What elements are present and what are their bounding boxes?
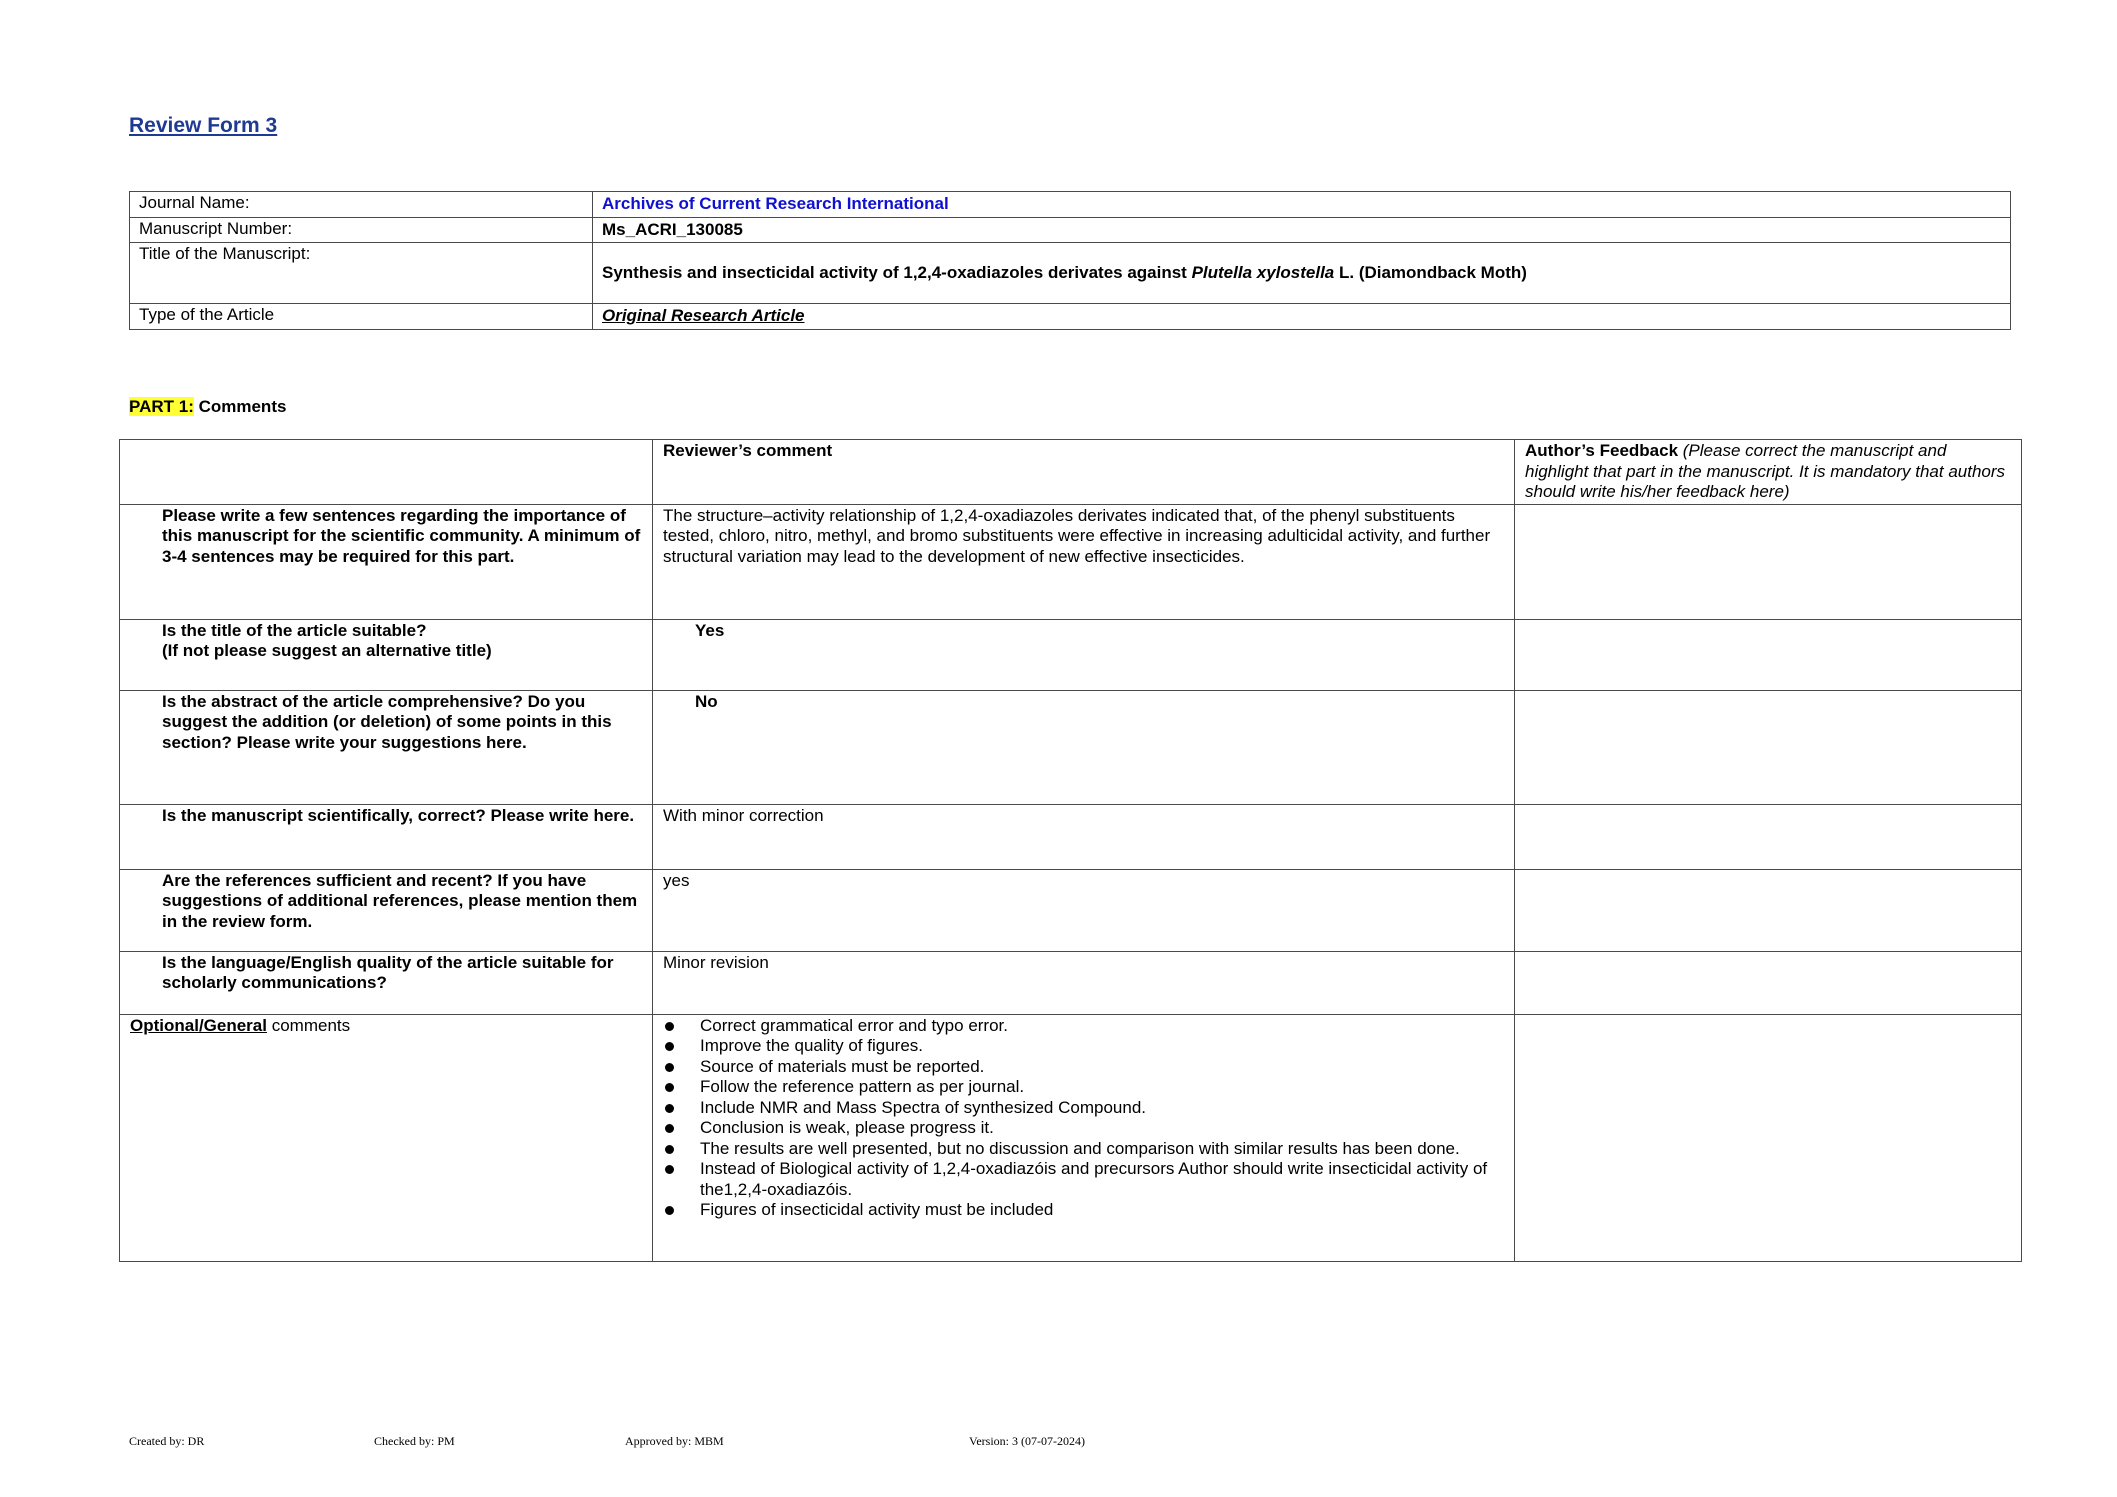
table-row [120, 504, 2022, 619]
optional-comments-list [663, 1016, 1504, 1221]
question-cell: Are the references sufficient and recent? If you have suggestions of additional references, please mention them in the review form. [120, 869, 653, 951]
reviewer-answer-cell: The structure–activity relationship of 1,2,4-oxadiazoles derivates indicated that, of the phenyl substituents tested, chloro, nitro, methyl, and bromo substituents were effective in increasing adulticidal activity, and further structural variation may lead to the development of new effective insecticides. [653, 504, 1515, 619]
table-row [120, 804, 2022, 869]
journal-row [130, 192, 2011, 218]
list-item: Follow the reference pattern as per journal. [663, 1077, 1504, 1098]
reviewer-answer-cell: With minor correction [653, 804, 1515, 869]
table-row [120, 690, 2022, 804]
reviewer-answer-cell [653, 619, 1515, 690]
author-feedback-header [1515, 440, 2022, 505]
author-feedback-cell[interactable] [1515, 869, 2022, 951]
author-feedback-cell[interactable] [1515, 690, 2022, 804]
table-row [120, 869, 2022, 951]
question-cell: Is the title of the article suitable? (If not please suggest an alternative title) [120, 619, 653, 690]
question-cell: Is the language/English quality of the article suitable for scholarly communications? [120, 951, 653, 1014]
list-item: Improve the quality of figures. [663, 1036, 1504, 1057]
form-title: Review Form 3 [129, 114, 278, 137]
part-title: Comments [193, 397, 287, 416]
list-item: The results are well presented, but no discussion and comparison with similar results has been done. [663, 1139, 1504, 1160]
article-type-text: Original Research Article [602, 306, 805, 325]
article-type-row [130, 304, 2011, 330]
optional-comments-cell [653, 1014, 1515, 1261]
optional-label-suffix: comments [266, 1015, 351, 1035]
manuscript-title-value [593, 243, 2011, 304]
footer-approved-by: Approved by: MBM [625, 1434, 724, 1448]
footer-version: Version: 3 (07-07-2024) [969, 1434, 1085, 1448]
reviewer-answer-cell [653, 690, 1515, 804]
journal-label: Journal Name: [130, 192, 593, 218]
header-empty-cell [120, 440, 653, 505]
author-feedback-title: Author’s Feedback [1525, 441, 1679, 460]
manuscript-number-row [130, 217, 2011, 243]
part-number: PART 1: [129, 397, 194, 416]
manuscript-title-row [130, 243, 2011, 304]
reviewer-answer-text: Yes [695, 620, 725, 640]
reviewer-answer-cell: yes [653, 869, 1515, 951]
reviewer-answer-cell: Minor revision [653, 951, 1515, 1014]
manuscript-info-table [129, 191, 2011, 330]
list-item: Figures of insecticidal activity must be included [663, 1200, 1504, 1221]
manuscript-number-value: Ms_ACRI_130085 [593, 217, 2011, 243]
part-heading [129, 397, 286, 417]
author-feedback-cell[interactable] [1515, 619, 2022, 690]
author-feedback-cell[interactable] [1515, 1014, 2022, 1261]
optional-general-label: Optional/General [130, 1015, 267, 1035]
title-species: Plutella xylostella [1191, 262, 1335, 282]
optional-label-cell [120, 1014, 653, 1261]
list-item: Source of materials must be reported. [663, 1057, 1504, 1078]
comments-header-row [120, 440, 2022, 505]
author-feedback-note: (Please correct the manuscript and highlight that part in the manuscript. It is mandatory that authors should write his/her feedback here) [1525, 441, 2006, 501]
comments-table [119, 439, 2022, 1262]
list-item: Include NMR and Mass Spectra of synthesized Compound. [663, 1098, 1504, 1119]
reviewer-comment-header: Reviewer’s comment [653, 440, 1515, 505]
journal-value: Archives of Current Research International [593, 192, 2011, 218]
question-cell: Please write a few sentences regarding the importance of this manuscript for the scientific community. A minimum of 3-4 sentences may be required for this part. [120, 504, 653, 619]
article-type-label: Type of the Article [130, 304, 593, 330]
table-row [120, 951, 2022, 1014]
footer-checked-by: Checked by: PM [374, 1434, 455, 1448]
author-feedback-cell[interactable] [1515, 504, 2022, 619]
footer-created-by: Created by: DR [129, 1434, 205, 1448]
reviewer-answer-text: No [695, 691, 718, 711]
question-cell: Is the manuscript scientifically, correct? Please write here. [120, 804, 653, 869]
list-item: Instead of Biological activity of 1,2,4-oxadiazóis and precursors Author should write insecticidal activity of the1,2,4-oxadiazóis. [663, 1159, 1504, 1200]
list-item: Correct grammatical error and typo error. [663, 1016, 1504, 1037]
optional-comments-row [120, 1014, 2022, 1261]
manuscript-title-label: Title of the Manuscript: [130, 243, 593, 304]
manuscript-number-label: Manuscript Number: [130, 217, 593, 243]
author-feedback-cell[interactable] [1515, 804, 2022, 869]
table-row [120, 619, 2022, 690]
title-text-end: L. (Diamondback Moth) [1334, 262, 1527, 282]
title-text-start: Synthesis and insecticidal activity of 1,2,4-oxadiazoles derivates against [602, 262, 1192, 282]
author-feedback-cell[interactable] [1515, 951, 2022, 1014]
question-cell: Is the abstract of the article comprehensive? Do you suggest the addition (or deletion) of some points in this section? Please write your suggestions here. [120, 690, 653, 804]
article-type-value [593, 304, 2011, 330]
list-item: Conclusion is weak, please progress it. [663, 1118, 1504, 1139]
